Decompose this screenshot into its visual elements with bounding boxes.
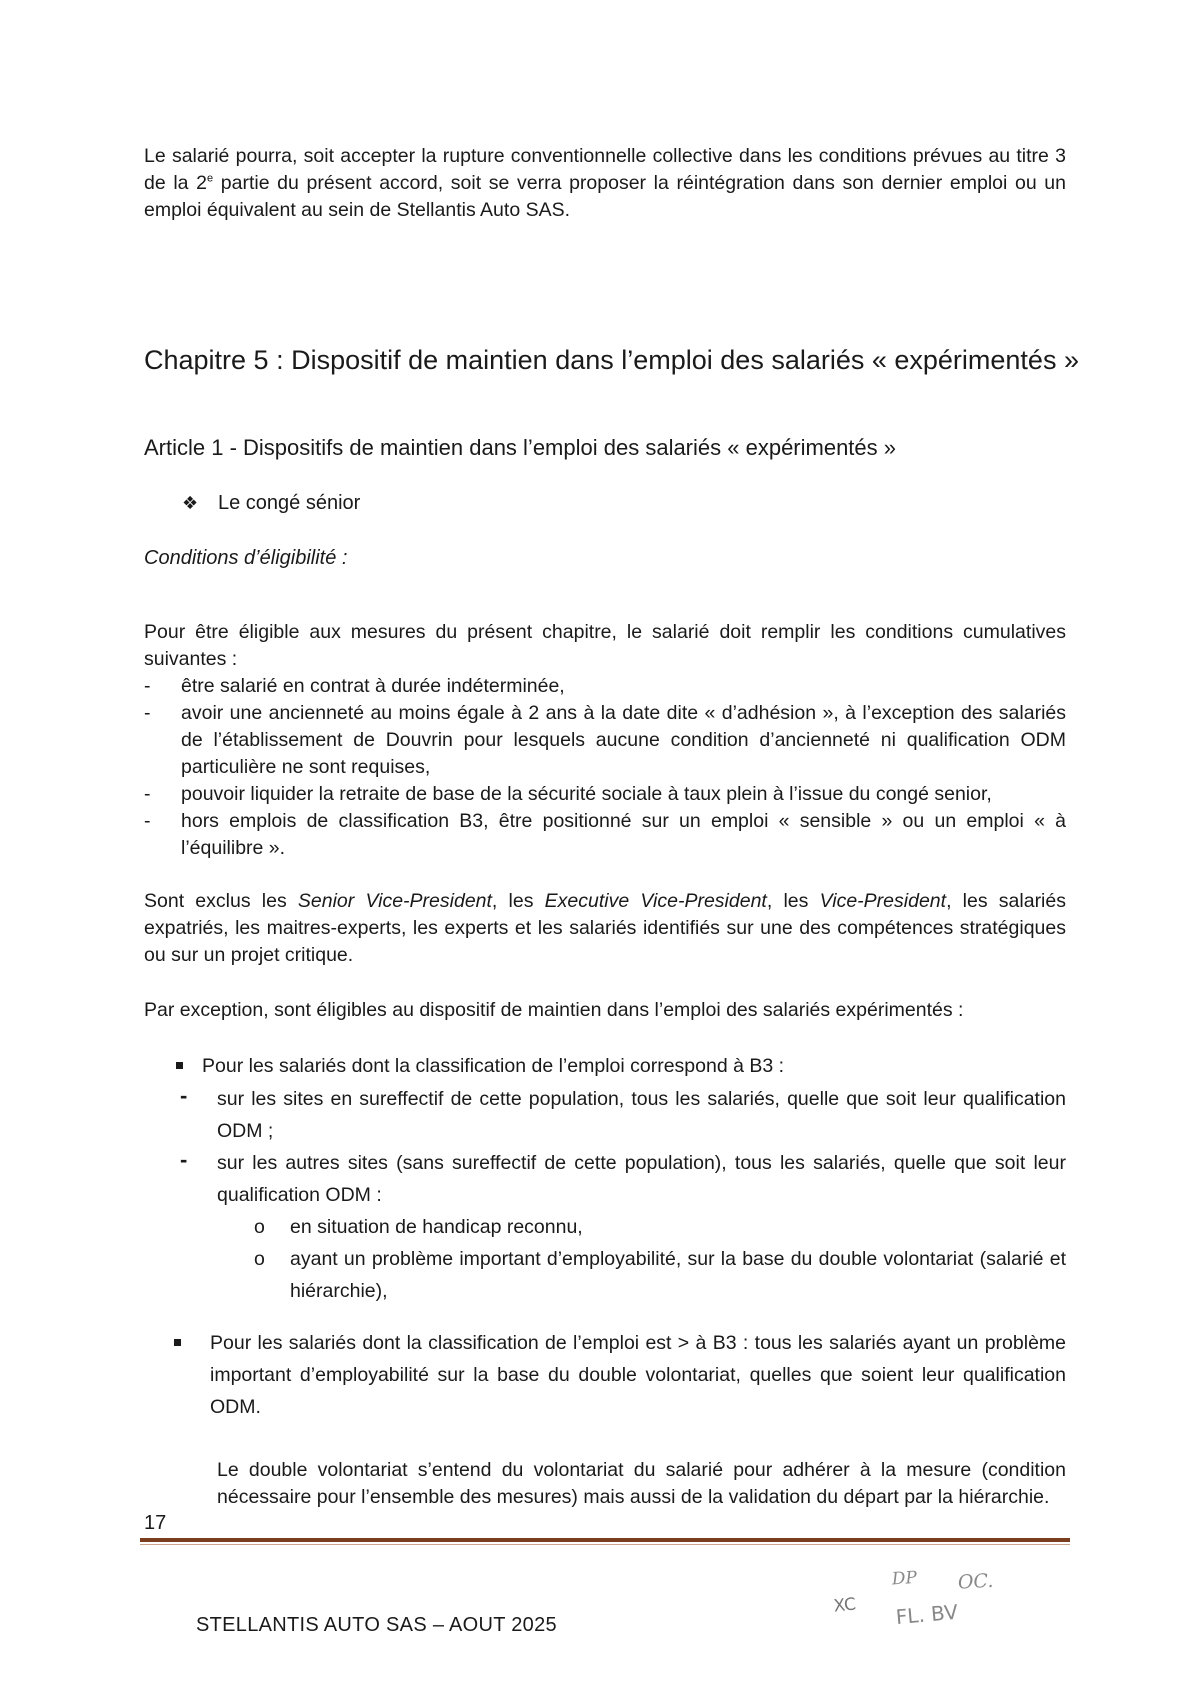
b3-sub-item-2: sur les autres sites (sans sureffectif de cette population), tous les salariés, quelle que soit leur qualification ODM : [217,1152,1066,1206]
intro-paragraph [144,143,1066,224]
page-number: 17 [144,1512,167,1534]
square-bullet-icon [174,1339,181,1346]
exclusion-vp: Vice-President [819,890,947,912]
initials-dp: DP [891,1567,918,1590]
b3-sub-item-1: sur les sites en sureffectif de cette population, tous les salariés, quelle que soit leur qualification ODM ; [217,1088,1066,1142]
intro-text-2: partie du présent accord, soit se verra proposer la réintégration dans son dernier emploi ou un emploi équivalent au sein de Stellantis Auto SAS. [144,172,1066,221]
conge-senior-bullet [182,489,360,517]
intro-text-1: Le salarié pourra, soit accepter la rupture conventionnelle collective dans les conditions prévues au titre 3 de la 2 [144,145,1066,194]
eligibility-intro: Pour être éligible aux mesures du présent chapitre, le salarié doit remplir les conditions cumulatives suivantes : [144,621,1066,670]
exclusion-executive-vp: Executive Vice-President [544,890,767,912]
eligibility-list [144,673,1066,862]
b3-bullet-label: Pour les salariés dont la classification de l’emploi correspond à B3 : [202,1055,785,1077]
b3-circle-item-2: ayant un problème important d’employabilité, sur la base du double volontariat (salarié et hiérarchie), [290,1248,1066,1302]
exclusion-senior-vp: Senior Vice-President [297,890,492,912]
article-title: Article 1 - Dispositifs de maintien dans l’emploi des salariés « expérimentés » [144,435,897,460]
list-item: - avoir une ancienneté au moins égale à 2 ans à la date dite « d’adhésion », à l’exception des salariés de l’établissement de Douvrin pour lesquels aucune condition d’ancienneté ni qualification ODM particulière ne sont requises, [144,702,1066,778]
circle-bullet-icon: o [254,1248,265,1270]
circle-bullet-icon: o [254,1216,265,1238]
dash-bullet: - [180,1083,188,1108]
handwritten-initials [830,1560,1030,1630]
dash-bullet: - [180,1147,188,1172]
b3-circle-item-1: en situation de handicap reconnu, [290,1216,583,1238]
conditions-heading: Conditions d’éligibilité : [144,547,348,569]
list-item: - être salarié en contrat à durée indéterminée, [144,675,565,697]
above-b3-bullet: Pour les salariés dont la classification de l’emploi est > à B3 : tous les salariés ayant un problème important d’employabilité sur la base du double volontariat, quelles que soient leur qualification ODM. [210,1332,1066,1418]
eligibility-section [144,619,1066,862]
square-bullet-icon [176,1062,183,1069]
list-item: - hors emplois de classification B3, être positionné sur un emploi « sensible » ou un emploi « à l’équilibre ». [144,810,1066,859]
initials-fl-bv: FL. BV [894,1599,959,1630]
exception-intro: Par exception, sont éligibles au dispositif de maintien dans l’emploi des salariés expérimentés : [144,999,964,1021]
intro-superscript: e [207,172,214,185]
footer-rule [140,1538,1070,1542]
double-volontariat-paragraph: Le double volontariat s’entend du volontariat du salarié pour adhérer à la mesure (condition nécessaire pour l’ensemble des mesures) mais aussi de la validation du départ par la hiérarchie. [217,1459,1066,1508]
conge-senior-label: Le congé sénior [218,492,361,514]
diamond-bullet-icon: ❖ [182,493,199,513]
exclusions-paragraph: Sont exclus les Senior Vice-President, les Executive Vice-President, les Vice-President, les salariés expatriés, les maitres-experts, les experts et les salariés identifiés sur une des compétences stratégiques ou sur un projet critique. [144,890,1066,966]
list-item: - pouvoir liquider la retraite de base de la sécurité sociale à taux plein à l’issue du congé senior, [144,783,992,805]
footer-rule-thin [140,1544,1070,1545]
initials-oc: OC. [957,1569,994,1594]
chapter-title: Chapitre 5 : Dispositif de maintien dans l’emploi des salariés « expérimentés » [144,345,1079,375]
initials-xc: XC [832,1594,857,1617]
footer-company: STELLANTIS AUTO SAS – AOUT 2025 [196,1614,557,1636]
